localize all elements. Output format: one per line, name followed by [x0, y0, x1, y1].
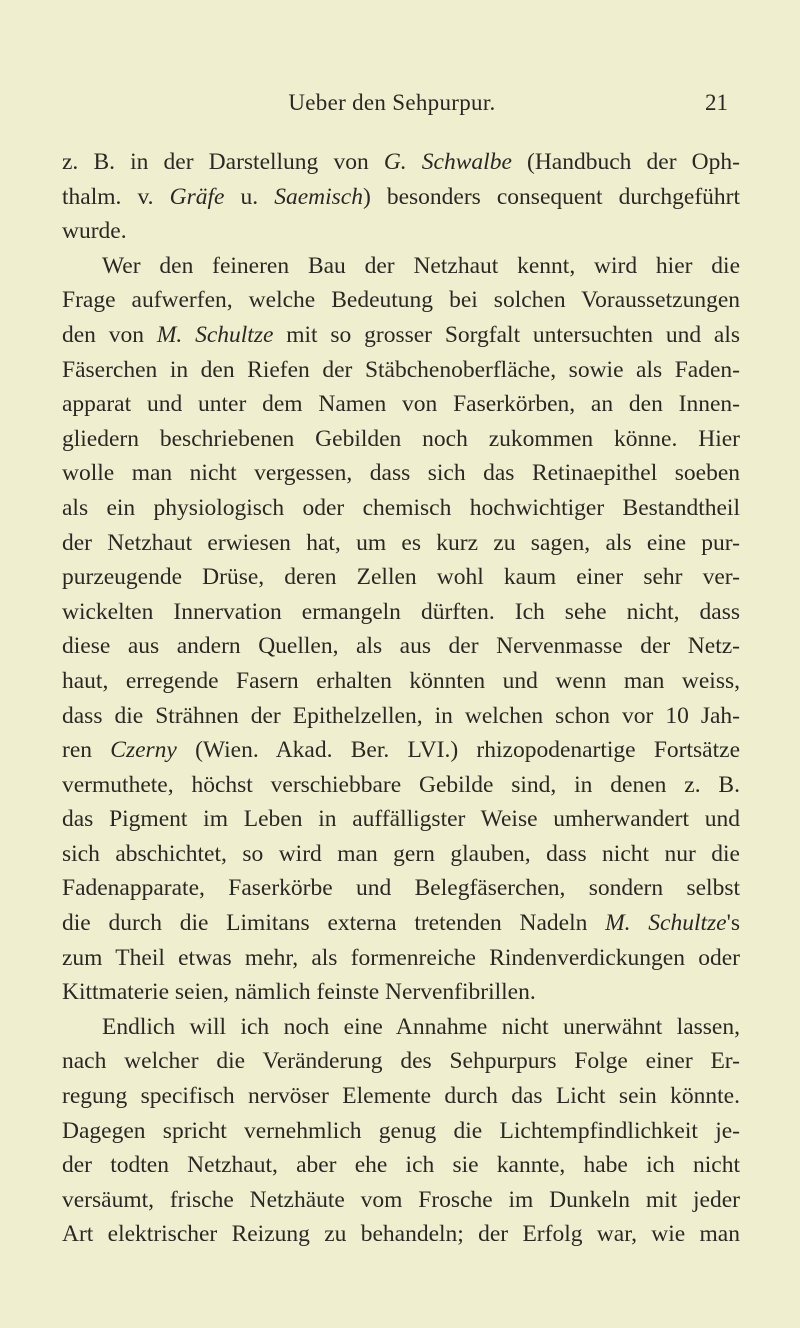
text-line [62, 871, 740, 906]
text-run: als ein physiologisch oder chemisch hochwichtiger Bestandtheil [62, 494, 740, 521]
text-run: versäumt, frische Netzhäute vom Frosche im Dunkeln mit jeder [62, 1186, 740, 1213]
text-run: z. B. in der Darstellung von [62, 149, 384, 175]
italic-name: M. Schultze [156, 321, 274, 348]
italic-name: Saemisch [274, 183, 363, 210]
text-line [62, 1183, 740, 1218]
text-run: wolle man nicht vergessen, dass sich das Retinaepithel soeben [62, 460, 740, 487]
text-line [62, 1114, 740, 1149]
text-run: Wer den feineren Bau der Netzhaut kennt, wird hier die [102, 252, 740, 279]
text-run: purzeugende Drüse, deren Zellen wohl kaum einer sehr ver- [62, 564, 740, 591]
text-run: (Wien. Akad. Ber. LVI.) rhizopodenartige Fortsätze [176, 737, 741, 764]
text-run: sich abschichtet, so wird man gern glauben, dass nicht nur die [62, 840, 740, 867]
text-line [62, 802, 740, 837]
text-line [62, 906, 740, 941]
text-run: die durch die Limitans externa tretenden Nadeln [62, 910, 606, 937]
text-run: dass die Strähnen der Epithelzellen, in welchen schon vor 10 Jah- [62, 702, 740, 729]
text-run: der Netzhaut erwiesen hat, um es kurz zu sagen, als eine pur- [62, 529, 740, 556]
text-run: gliedern beschriebenen Gebilden noch zukommen könne. Hier [62, 425, 740, 452]
text-run: 's [726, 910, 741, 937]
text-line [62, 595, 740, 630]
text-run: Art elektrischer Reizung zu behandeln; der Erfolg war, wie man [62, 1221, 740, 1248]
text-line [62, 491, 740, 526]
text-run: wurde. [62, 218, 127, 245]
text-line [62, 1079, 740, 1114]
text-line [62, 214, 740, 249]
text-run: ) besonders consequent durchgeführt [362, 183, 741, 210]
italic-name: Gräfe [169, 183, 225, 210]
text-line [62, 422, 740, 457]
text-line [62, 283, 740, 318]
text-run: Kittmaterie seien, nämlich feinste Nervenfibrillen. [62, 979, 536, 1006]
text-run: Frage aufwerfen, welche Bedeutung bei solchen Voraussetzungen [62, 287, 740, 314]
text-line [62, 941, 740, 976]
italic-name: M. Schultze [605, 910, 727, 937]
text-line [62, 456, 740, 491]
text-line [62, 837, 740, 872]
text-run: regung specifisch nervöser Elemente durch das Licht sein könnte. [62, 1083, 740, 1110]
text-line [62, 768, 740, 803]
text-run: apparat und unter dem Namen von Faserkörben, an den Innen- [62, 391, 740, 418]
text-line [62, 526, 740, 561]
text-line [62, 318, 740, 353]
page-number: 21 [705, 90, 728, 115]
text-run: Fadenapparate, Faserkörbe und Belegfäserchen, sondern selbst [62, 875, 740, 902]
text-run: wickelten Innervation ermangeln dürften. Ich sehe nicht, dass [62, 598, 740, 625]
text-line [62, 353, 740, 388]
text-line [62, 975, 740, 1010]
running-head [62, 90, 728, 124]
text-line [62, 180, 740, 215]
text-line [62, 629, 740, 664]
text-run: zum Theil etwas mehr, als formenreiche Rindenverdickungen oder [62, 944, 740, 971]
text-run: diese aus andern Quellen, als aus der Nervenmasse der Netz- [62, 633, 740, 660]
text-run: das Pigment im Leben in auffälligster Weise umherwandert und [62, 806, 740, 833]
text-run: Fäserchen in den Riefen der Stäbchenoberfläche, sowie als Faden- [62, 356, 740, 383]
text-run: u. [224, 183, 275, 210]
text-line [62, 145, 740, 180]
text-line [62, 1217, 740, 1252]
text-line [62, 1148, 740, 1183]
text-run: haut, erregende Fasern erhalten könnten und wenn man weiss, [62, 667, 740, 694]
text-line [62, 699, 740, 734]
text-line [62, 1044, 740, 1079]
text-run: (Handbuch der Oph- [511, 149, 740, 175]
italic-name: G. Schwalbe [383, 149, 512, 175]
italic-name: Czerny [110, 737, 177, 764]
text-run: den von [62, 321, 157, 348]
text-run: Dagegen spricht vernehmlich genug die Lichtempfindlichkeit je- [62, 1117, 740, 1144]
text-line [62, 1010, 740, 1045]
text-run: nach welcher die Veränderung des Sehpurpurs Folge einer Er- [62, 1048, 740, 1075]
text-line [62, 249, 740, 284]
text-line [62, 560, 740, 595]
running-title: Ueber den Sehpurpur. [288, 90, 496, 115]
text-line [62, 664, 740, 699]
text-run: mit so grosser Sorgfalt untersuchten und als [273, 321, 740, 348]
text-run: Endlich will ich noch eine Annahme nicht unerwähnt lassen, [102, 1013, 740, 1040]
text-line [62, 387, 740, 422]
text-run: ren [62, 737, 111, 764]
body-text [62, 145, 740, 1252]
text-run: der todten Netzhaut, aber ehe ich sie kannte, habe ich nicht [62, 1152, 740, 1179]
text-run: thalm. v. [62, 183, 170, 210]
text-line [62, 733, 740, 768]
text-run: vermuthete, höchst verschiebbare Gebilde sind, in denen z. B. [62, 771, 740, 798]
